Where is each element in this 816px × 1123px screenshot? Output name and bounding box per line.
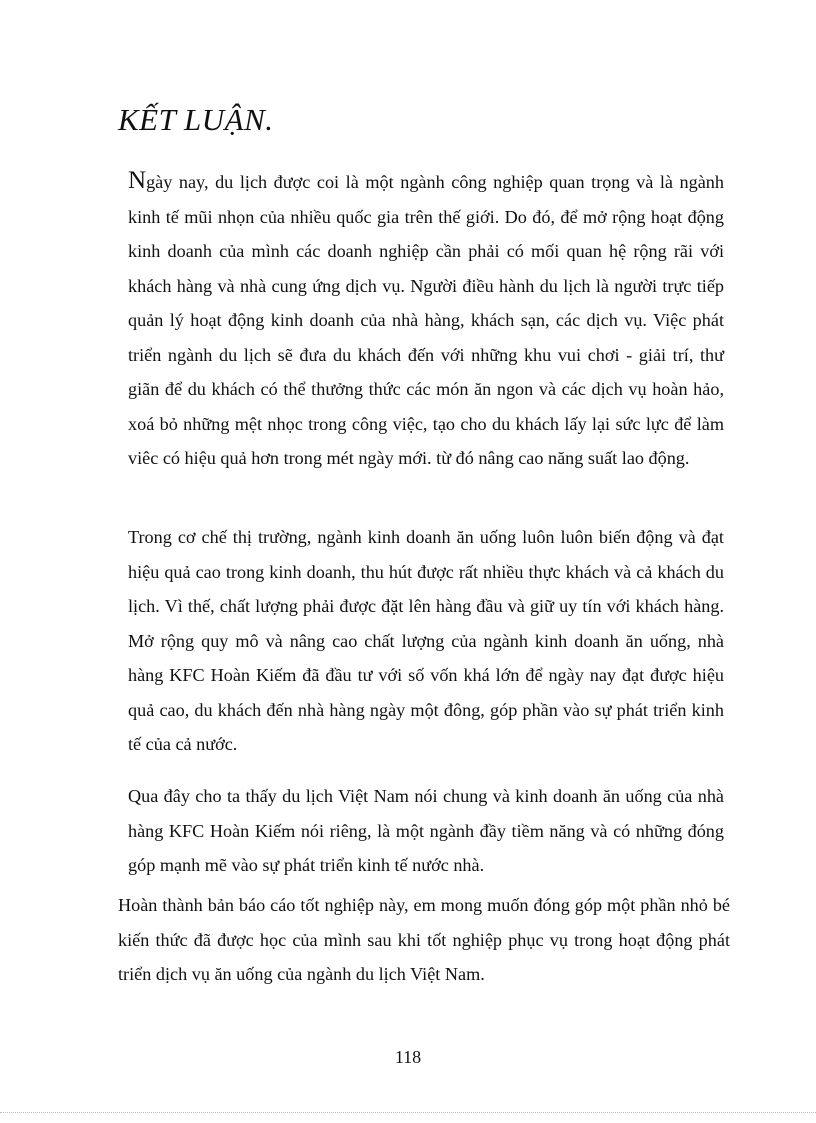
page-number: 118 <box>394 1047 422 1067</box>
page-title: KẾT LUẬN. <box>118 102 274 137</box>
paragraph-4: Hoàn thành bản báo cáo tốt nghiệp này, em mong muốn đóng góp một phần nhỏ bé kiến thức đã được học của mình sau khi tốt nghiệp phục vụ trong hoạt động phát triển dịch vụ ăn uống của ngành du lịch Việt Nam. <box>118 895 730 984</box>
paragraph-1: Ngày nay, du lịch được coi là một ngành công nghiệp quan trọng và là ngành kinh tế mũi nhọn của nhiều quốc gia trên thế giới. Do đó, để mở rộng hoạt động kinh doanh của mình các doanh nghiệp cần phải có mối quan hệ rộng rãi với khách hàng và nhà cung ứng dịch vụ. Người điều hành du lịch là người trực tiếp quản lý hoạt động kinh doanh của nhà hàng, khách sạn, các dịch vụ. Việc phát triển ngành du lịch sẽ đưa du khách đến với những khu vui chơi - giải trí, thư giãn để du khách có thể thưởng thức các món ăn ngon và các dịch vụ hoàn hảo, xoá bỏ những mệt nhọc trong công việc, tạo cho du khách lấy lại sức lực để làm viêc có hiệu quả hơn trong mét ngày mới. từ đó nâng cao năng suất lao động. <box>128 167 724 468</box>
paragraph-2: Trong cơ chế thị trường, ngành kinh doanh ăn uống luôn luôn biến động và đạt hiệu quả cao trong kinh doanh, thu hút được rất nhiều thực khách và cả khách du lịch. Vì thế, chất lượng phải được đặt lên hàng đầu và giữ uy tín với khách hàng. Mở rộng quy mô và nâng cao chất lượng của ngành kinh doanh ăn uống, nhà hàng KFC Hoàn Kiếm đã đầu tư với số vốn khá lớn để ngày nay đạt được hiệu quả cao, du khách đến nhà hàng ngày một đông, góp phần vào sự phát triển kinh tế của cả nước. <box>128 527 724 754</box>
footer-divider <box>0 1112 816 1113</box>
paragraph-3: Qua đây cho ta thấy du lịch Việt Nam nói chung và kinh doanh ăn uống của nhà hàng KFC Hoàn Kiếm nói riêng, là một ngành đầy tiềm năng và có những đóng góp mạnh mẽ vào sự phát triển kinh tế nước nhà. <box>128 786 724 875</box>
